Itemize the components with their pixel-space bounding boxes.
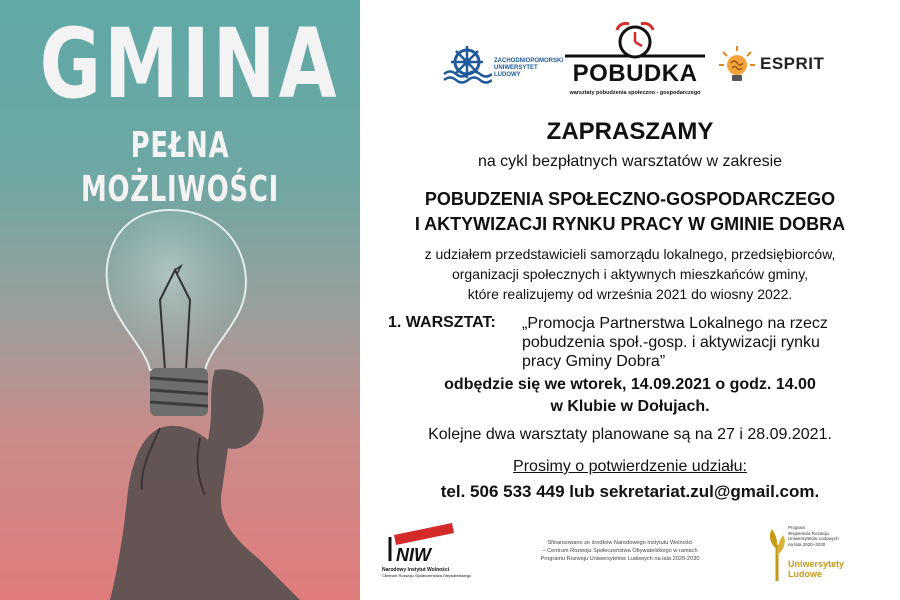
workshop-title-line: „Promocja Partnerstwa Lokalnego na rzecz <box>522 315 828 332</box>
esprit-wordmark: ESPRIT <box>760 54 825 73</box>
pobudka-logo <box>565 20 705 105</box>
topic-line: I AKTYWIZACJI RYNKU PRACY W GMINIE DOBRA <box>414 214 846 234</box>
pobudka-tagline: warsztaty pobudzenia społeczno - gospodarczego <box>569 90 701 96</box>
zul-name <box>494 58 563 79</box>
niw-logo <box>382 519 472 591</box>
niw-name-line: Centrum Rozwoju Społeczeństwa Obywatelskiego <box>382 573 472 578</box>
uni-small-line: Wspierania Rozwoju <box>788 530 830 536</box>
participants-line: które realizujemy od września 2021 do wiosny 2022. <box>467 286 793 302</box>
alarm-clock-icon <box>565 20 705 62</box>
topic-line: POBUDZENIA SPOŁECZNO-GOSPODARCZEGO <box>424 189 836 209</box>
zul-logo <box>442 44 562 94</box>
workshop-title-line: pobudzenia społ.-gosp. i aktywizacji rynku <box>522 334 820 351</box>
workshop-title-line: pracy Gminy Dobra” <box>522 353 666 370</box>
participants-line: organizacji społecznych i aktywnych mieszkańców gminy, <box>451 266 809 282</box>
funding-line: Programu Rozwoju Uniwersytetów Ludowych na lata 2020-2030 <box>540 556 700 562</box>
sprout-icon <box>766 525 788 581</box>
top-logos <box>360 20 900 105</box>
next-workshops: Kolejne dwa warsztaty planowane są na 27 i 28.09.2021. <box>428 426 832 443</box>
funding-line: Sfinansowano ze środków Narodowego Instytutu Wolności <box>547 540 693 546</box>
uni-wordmark <box>788 559 844 579</box>
zul-line: ZACHODNIOPOMORSKI <box>494 58 563 64</box>
uniwersytety-ludowe-logo <box>766 525 876 591</box>
workshop-date: odbędzie się we wtorek, 14.09.2021 o godz. 14.00 <box>444 376 816 393</box>
ship-wheel-icon <box>442 44 492 84</box>
invitation-panel <box>360 0 900 600</box>
niw-name-line: Narodowy Instytut Wolności <box>382 567 450 573</box>
invitation-intro: na cykl bezpłatnych warsztatów w zakresie <box>477 153 783 170</box>
uni-big-line: Ludowe <box>788 569 822 579</box>
light-bulb-hand-illustration <box>0 190 360 600</box>
brain-bulb-icon <box>718 45 756 85</box>
funding-note <box>500 539 740 563</box>
participants-line: z udziałem przedstawicieli samorządu lokalnego, przedsiębiorców, <box>424 246 836 262</box>
workshop-title <box>522 314 828 371</box>
uni-big-line: Uniwersytety <box>788 559 845 569</box>
niw-mark: NIW <box>396 545 431 565</box>
poster-image <box>0 0 360 600</box>
uni-small-line: na lata 2020–2030 <box>788 541 826 547</box>
zul-line: LUDOWY <box>494 72 521 78</box>
workshop-venue: w Klubie w Dołujach. <box>550 398 710 415</box>
uni-program-text <box>788 525 839 547</box>
niw-name <box>382 567 472 579</box>
uni-small-line: Uniwersytetów Ludowych <box>788 536 839 541</box>
zul-line: UNIWERSYTET <box>494 65 538 71</box>
poster-subtitle: PEŁNA MOŻLIWOŚCI <box>81 125 279 210</box>
niw-flag-icon <box>382 519 472 565</box>
confirm-request: Prosimy o potwierdzenie udziału: <box>513 458 747 475</box>
invitation-heading: ZAPRASZAMY <box>546 118 714 145</box>
workshop-label: 1. WARSZTAT: <box>388 314 496 331</box>
bottom-logos <box>360 515 900 600</box>
uni-small-line: Program <box>788 525 806 530</box>
poster-title: GMINA <box>39 8 340 120</box>
contact-info: tel. 506 533 449 lub sekretariat.zul@gmail.com. <box>440 482 820 501</box>
esprit-logo <box>718 45 828 85</box>
funding-line: – Centrum Rozwoju Społeczeństwa Obywatelskiego w ramach <box>542 548 698 554</box>
pobudka-wordmark: POBUDKA <box>572 60 698 87</box>
